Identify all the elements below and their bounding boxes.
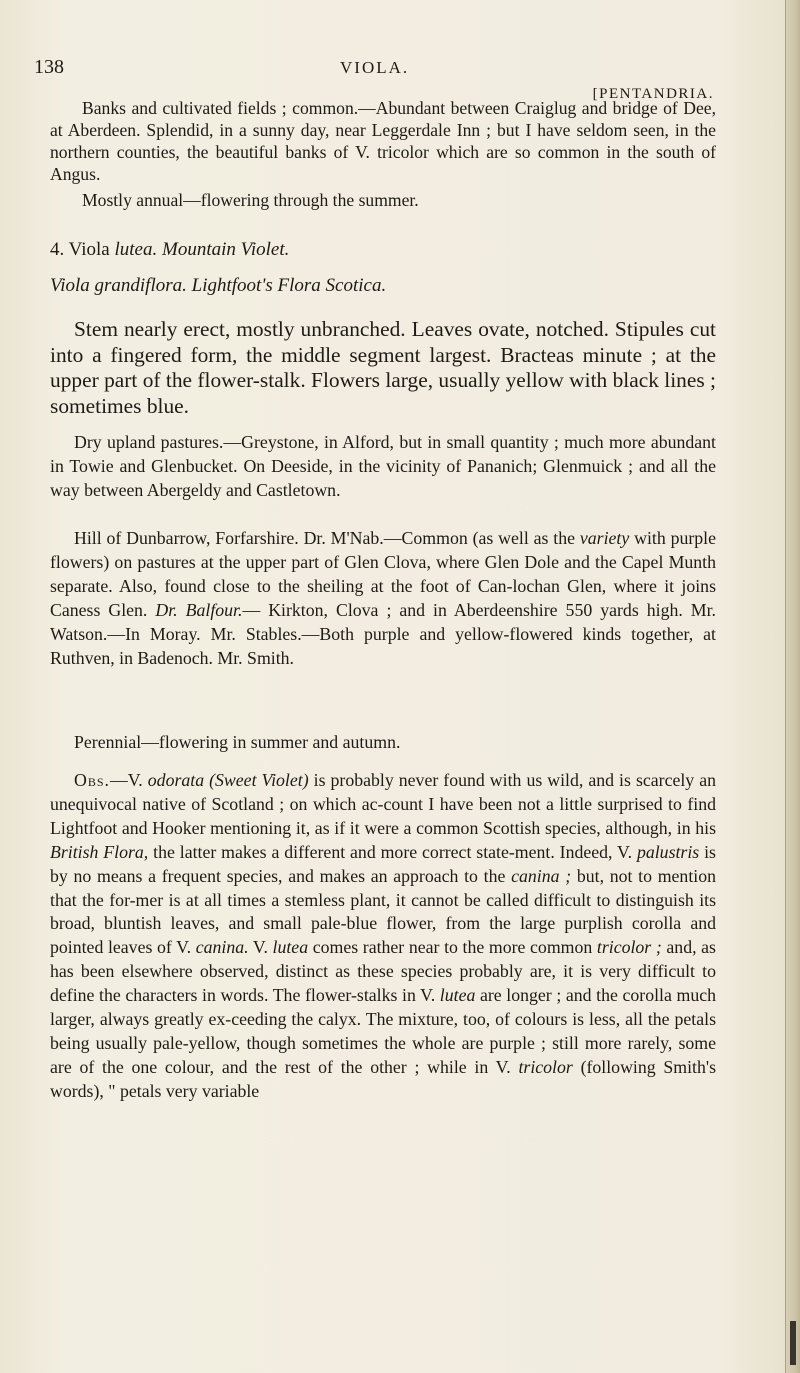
species-epithet: lutea.: [114, 239, 158, 260]
obs-italic: tricolor: [518, 1056, 573, 1077]
page-number: 138: [34, 56, 64, 78]
obs-italic: odorata (Sweet Violet): [147, 770, 309, 790]
obs-italic: palustris: [636, 841, 700, 862]
page-edge: [785, 0, 800, 1373]
obs-label: Obs.: [74, 770, 110, 790]
obs-text: the latter makes a different and more correct state-ment. Indeed, V.: [153, 841, 633, 862]
section-title: [PENTANDRIA.: [592, 86, 714, 102]
obs-text: is probably never found with us wild, and is scarcely an unequivocal native of Scotland ; on which ac-count I have been not a little surprised to find Lightfoot and Hooker mentioning it, as if it were a common Scottish species, although, in his: [50, 770, 716, 838]
perennial-note: Perennial—flowering in summer and autumn.: [74, 732, 401, 752]
obs-italic: British Flora,: [50, 841, 149, 862]
species-heading: [50, 238, 716, 262]
habitat-text-1: Hill of Dunbarrow, Forfarshire. Dr. M'Nab.—Common (as well as the: [74, 528, 576, 548]
authority-reference: Dr. Balfour.: [155, 600, 243, 620]
synonym-line: [50, 274, 716, 298]
intro-habitat: Banks and cultivated fields ; common.—Abundant between Craiglug and bridge of Dee, at Aberdeen. Splendid, in a sunny day, near Leggerdale Inn ; but I have seldom seen, in the northern counties, the beautiful banks of V. tricolor which are so common in the south of Angus.: [50, 98, 716, 184]
running-title: VIOLA.: [340, 58, 410, 77]
intro-flowering: Mostly annual—flowering through the summer.: [82, 190, 419, 210]
obs-text: —V.: [109, 770, 143, 790]
synonym: Viola grandiflora.: [50, 275, 187, 296]
species-description: Stem nearly erect, mostly unbranched. Leaves ovate, notched. Stipules cut into a fingered form, the middle segment largest. Bracteas minute ; at the upper part of the flower-stalk. Flowers large, usually yellow with black lines ; sometimes blue.: [50, 317, 716, 418]
edge-mark: [790, 1321, 796, 1365]
habitat-text-3: — Kirkton, Clova ; and in Aberdeenshire 550 yards high. Mr. Watson.—In Moray. Mr. Stables.—Both purple and yellow-flowered kinds together, at Ruthven, in Badenoch. Mr. Smith.: [50, 600, 716, 668]
species-genus: Viola: [68, 239, 110, 260]
habitat-paragraph-2: [50, 526, 716, 670]
observation-paragraph: [50, 769, 716, 1104]
variety-term: variety: [579, 528, 630, 548]
obs-italic: lutea: [272, 937, 309, 958]
species-number: 4.: [50, 239, 65, 260]
obs-text: but, not to mention that the for-mer is at all times a stemless plant, it cannot be called difficult to distinguish its broad, bluntish leaves, and small pale-blue flower, from the large purplish corolla and pointed leaves of V.: [50, 865, 716, 958]
page-header: [34, 56, 714, 102]
obs-italic: canina.: [195, 937, 249, 958]
obs-text: is by no means a frequent species, and makes an approach to the: [50, 841, 716, 886]
species-common-name: Mountain Violet.: [162, 239, 290, 260]
obs-text: comes rather near to the more common: [312, 937, 593, 958]
obs-text: and, as has been elsewhere observed, distinct as these species probably are, it is very difficult to define the characters in words. The flower-stalks in V.: [50, 937, 716, 1006]
habitat-paragraph-1: Dry upland pastures.—Greystone, in Alford, but in small quantity ; much more abundant in Towie and Glenbucket. On Deeside, in the vicinity of Pananich; Glenmuick ; and all the way between Abergeldy and Castletown.: [50, 432, 716, 500]
obs-text: V.: [252, 937, 268, 958]
obs-italic: lutea: [439, 985, 476, 1006]
obs-italic: tricolor ;: [596, 937, 662, 958]
habitat-text-2: with purple flowers) on pastures at the upper part of Glen Clova, where Glen Dole and the Capel Munth separate. Also, found close to the sheiling at the foot of Can-lochan Glen, where it joins Caness Glen.: [50, 528, 716, 620]
synonym-reference: Lightfoot's Flora Scotica.: [191, 275, 387, 296]
obs-text: are longer ; and the corolla much larger, always greatly ex-ceeding the calyx. The mixture, too, of colours is less, all the petals being usually pale-yellow, though sometimes the whole are purple ; still more rarely, some are of the one colour, and the rest of the other ; while in V.: [50, 985, 717, 1077]
obs-italic: canina ;: [511, 865, 572, 886]
obs-text: (following Smith's words), " petals very variable: [50, 1056, 716, 1101]
